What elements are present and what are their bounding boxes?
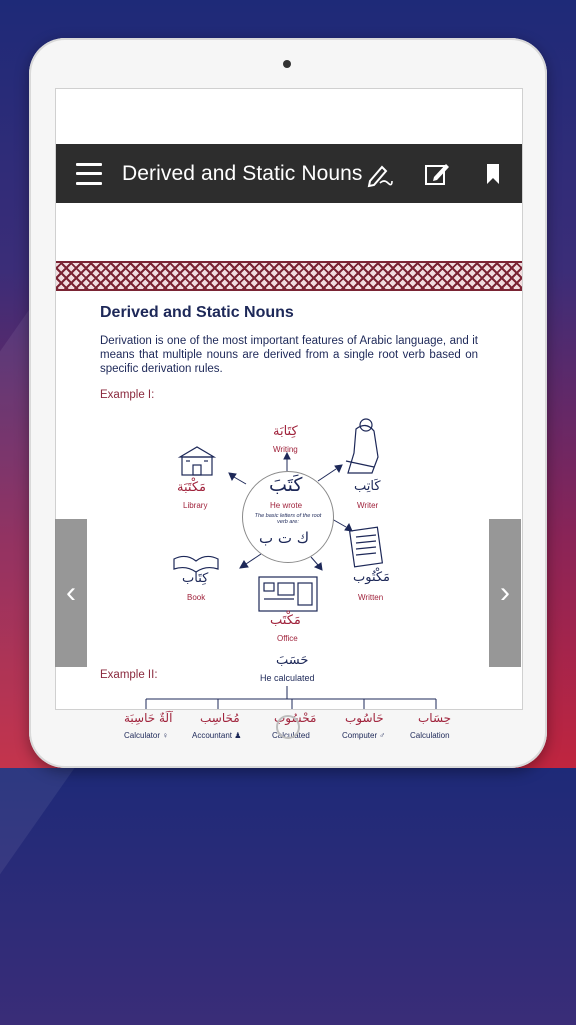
tablet-frame bbox=[29, 38, 547, 768]
app-screen bbox=[55, 88, 523, 740]
derived-meaning-library: Library bbox=[183, 501, 208, 510]
example2-arabic-calculation: حِسَاب bbox=[418, 711, 452, 725]
center-arabic: كَتَبَ bbox=[269, 474, 303, 496]
camera-dot bbox=[283, 60, 291, 68]
document-intro: Derivation is one of the most important features of Arabic language, and it means that multiple nouns are derived from a single root verb based on specific derivation rules. bbox=[100, 335, 478, 375]
example2-root-arabic: حَسَبَ bbox=[276, 653, 309, 668]
derived-arabic-library: مَكْتَبَة bbox=[177, 480, 206, 495]
example2-arabic-calculated: مَحْسُوب bbox=[274, 711, 317, 725]
example2-arabic-calculator: آلَةٌ حَاسِبَة bbox=[124, 711, 173, 725]
example2-meaning-calculator: Calculator ♀ bbox=[124, 731, 169, 740]
document-heading: Derived and Static Nouns bbox=[100, 304, 294, 321]
page-title: Derived and Static Nouns bbox=[122, 161, 363, 185]
example1-label: Example I: bbox=[100, 389, 155, 401]
example2-arabic-accountant: مُحَاسِب bbox=[200, 711, 240, 725]
home-button[interactable] bbox=[276, 715, 300, 739]
example2-arabic-computer: حَاسُوب bbox=[345, 711, 384, 725]
derived-meaning-writer: Writer bbox=[357, 501, 379, 510]
previous-page-button[interactable]: ‹ bbox=[55, 519, 87, 667]
derived-arabic-written: مَكْتُوب bbox=[353, 570, 391, 585]
derived-meaning-written: Written bbox=[358, 593, 384, 602]
example2-root-meaning: He calculated bbox=[260, 673, 315, 683]
center-note: The basic letters of the root verb are: bbox=[254, 513, 322, 525]
example2-meaning-computer: Computer ♂ bbox=[342, 731, 386, 740]
derived-arabic-writing: كِتَابَة bbox=[273, 424, 298, 439]
next-page-button[interactable]: › bbox=[489, 519, 521, 667]
derived-meaning-book: Book bbox=[187, 593, 206, 602]
example2-meaning-calculation: Calculation bbox=[410, 731, 450, 740]
derived-arabic-book: كِتَاب bbox=[182, 571, 209, 586]
example2-label: Example II: bbox=[100, 669, 158, 681]
example2-meaning-accountant: Accountant ♟ bbox=[192, 731, 242, 740]
example2-meaning-calculated: Calculated bbox=[272, 731, 310, 740]
root-letters: ك ت ب bbox=[259, 529, 310, 547]
derived-meaning-office: Office bbox=[277, 634, 298, 643]
derived-meaning-writing: Writing bbox=[273, 445, 298, 454]
center-meaning: He wrote bbox=[270, 501, 303, 510]
derived-arabic-office: مَكْتَب bbox=[270, 613, 301, 628]
derived-arabic-writer: كَاتِب bbox=[354, 479, 381, 494]
